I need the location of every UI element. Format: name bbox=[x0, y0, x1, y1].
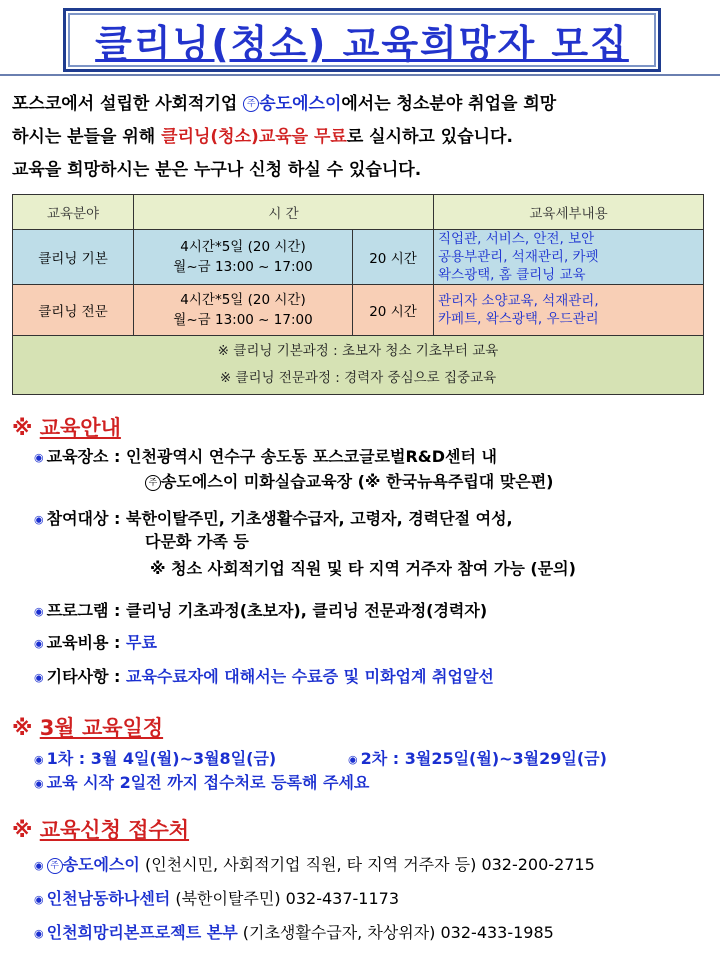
org-name: 인천남동하나센터 bbox=[46, 889, 171, 908]
org-name: 인천희망리본프로젝트 본부 bbox=[46, 923, 238, 942]
detail-line: 공용부관리, 석재관리, 카펫 bbox=[438, 249, 599, 265]
row-detail bbox=[434, 230, 704, 285]
section-heading-text: 교육안내 bbox=[39, 416, 121, 440]
intro-line-2b: 로 실시하고 있습니다. bbox=[346, 127, 513, 147]
page-title: 클리닝(청소) 교육희망자 모집 bbox=[95, 21, 629, 66]
title-banner bbox=[63, 8, 661, 72]
intro-text bbox=[12, 88, 712, 187]
org-detail: (기초생활수급자, 차상위자) 032-433-1985 bbox=[237, 923, 554, 942]
divider bbox=[0, 74, 720, 76]
info-cost bbox=[34, 630, 157, 653]
corporation-mark-icon: 주 bbox=[243, 96, 259, 112]
detail-line: 직업관, 서비스, 안전, 보안 bbox=[438, 231, 595, 247]
company-label: 송도에스이 bbox=[259, 94, 342, 114]
bullet-icon: ◉ bbox=[34, 927, 44, 940]
schedule-round-1 bbox=[34, 746, 276, 769]
header-time: 시 간 bbox=[134, 195, 434, 230]
deadline-text: 교육 시작 2일전 까지 접수처로 등록해 주세요 bbox=[46, 773, 370, 792]
table-note-row bbox=[13, 336, 704, 395]
table-header-row bbox=[13, 195, 704, 230]
bullet-icon: ◉ bbox=[34, 451, 44, 464]
info-other bbox=[34, 664, 494, 687]
info-value: 클리닝 기초과정(초보자), 클리닝 전문과정(경력자) bbox=[125, 601, 488, 620]
bullet-icon: ◉ bbox=[34, 637, 44, 650]
corporation-mark-icon: 주 bbox=[145, 475, 161, 491]
info-value: 교육수료자에 대해서는 수료증 및 미화업계 취업알선 bbox=[125, 667, 494, 686]
bullet-icon: ◉ bbox=[34, 671, 44, 684]
org-detail: (북한이탈주민) 032-437-1173 bbox=[170, 889, 400, 908]
row-detail bbox=[434, 285, 704, 336]
info-label: 교육비용 : bbox=[46, 633, 126, 652]
application-item-reborn bbox=[34, 920, 554, 943]
detail-line: 왁스광택, 홈 클리닝 교육 bbox=[438, 267, 586, 283]
info-label: 교육장소 : bbox=[46, 447, 126, 466]
round-text: 1차 : 3월 4일(월)~3월8일(금) bbox=[46, 749, 277, 768]
note-basic: ※ 클리닝 기본과정 : 초보자 청소 기초부터 교육 bbox=[217, 343, 499, 359]
reference-mark-icon: ※ bbox=[12, 818, 33, 842]
note-advanced: ※ 클리닝 전문과정 : 경력자 중심으로 집중교육 bbox=[219, 370, 497, 386]
application-item-sdse bbox=[34, 852, 595, 875]
free-education-highlight: 클리닝(청소)교육을 무료 bbox=[161, 127, 347, 147]
reference-mark-icon: ※ bbox=[12, 716, 33, 740]
bullet-icon: ◉ bbox=[34, 893, 44, 906]
detail-line: 관리자 소양교육, 석재관리, bbox=[438, 293, 599, 309]
schedule-round-2 bbox=[348, 746, 607, 769]
application-item-namdong bbox=[34, 886, 399, 909]
intro-line-1 bbox=[12, 88, 712, 121]
section-heading-text: 3월 교육일정 bbox=[39, 716, 164, 740]
row-time bbox=[134, 230, 353, 285]
corporation-mark-icon: 주 bbox=[47, 858, 63, 874]
org-detail: (인천시민, 사회적기업 직원, 타 지역 거주자 등) 032-200-2715 bbox=[139, 855, 595, 874]
intro-line-3: 교육을 희망하시는 분은 누구나 신청 하실 수 있습니다. bbox=[12, 160, 422, 180]
intro-line-1b: 에서는 청소분야 취업을 희망 bbox=[341, 94, 557, 114]
info-target bbox=[34, 506, 513, 529]
time-line: 4시간*5일 (20 시간) bbox=[180, 292, 306, 308]
row-hours: 20 시간 bbox=[353, 230, 434, 285]
info-value: 북한이탈주민, 기초생활수급자, 고령자, 경력단절 여성, bbox=[125, 509, 513, 528]
table-row bbox=[13, 230, 704, 285]
schedule-table bbox=[12, 194, 704, 395]
info-location-line2 bbox=[145, 469, 554, 492]
round-text: 2차 : 3월25일(월)~3월29일(금) bbox=[360, 749, 607, 768]
table-row bbox=[13, 285, 704, 336]
info-location bbox=[34, 444, 497, 467]
intro-line-2a: 하시는 분들을 위해 bbox=[12, 127, 162, 147]
info-label: 참여대상 : bbox=[46, 509, 126, 528]
info-label: 프로그램 : bbox=[46, 601, 126, 620]
intro-line-1a: 포스코에서 설립한 사회적기업 bbox=[12, 94, 244, 114]
table-notes bbox=[13, 336, 704, 395]
row-field: 클리닝 전문 bbox=[13, 285, 134, 336]
section-application-heading bbox=[12, 814, 189, 844]
info-value: 송도에스이 미화실습교육장 (※ 한국뉴욕주립대 맞은편) bbox=[161, 472, 554, 491]
time-line: 월~금 13:00 ~ 17:00 bbox=[173, 312, 313, 328]
time-line: 4시간*5일 (20 시간) bbox=[180, 239, 306, 255]
info-target-note: ※ 청소 사회적기업 직원 및 타 지역 거주자 참여 가능 (문의) bbox=[150, 559, 576, 578]
info-target-line2: 다문화 가족 등 bbox=[145, 532, 249, 551]
org-name: 송도에스이 bbox=[62, 855, 140, 874]
row-hours: 20 시간 bbox=[353, 285, 434, 336]
info-label: 기타사항 : bbox=[46, 667, 126, 686]
row-field: 클리닝 기본 bbox=[13, 230, 134, 285]
info-value: 무료 bbox=[125, 633, 157, 652]
bullet-icon: ◉ bbox=[34, 605, 44, 618]
bullet-icon: ◉ bbox=[34, 753, 44, 766]
schedule-deadline bbox=[34, 770, 369, 793]
section-march-schedule-heading bbox=[12, 712, 163, 742]
bullet-icon: ◉ bbox=[34, 777, 44, 790]
reference-mark-icon: ※ bbox=[12, 416, 33, 440]
bullet-icon: ◉ bbox=[34, 513, 44, 526]
bullet-icon: ◉ bbox=[348, 753, 358, 766]
section-education-info-heading bbox=[12, 412, 121, 442]
applicant-org bbox=[47, 855, 140, 874]
info-program bbox=[34, 598, 487, 621]
bullet-icon: ◉ bbox=[34, 859, 44, 872]
header-field: 교육분야 bbox=[13, 195, 134, 230]
row-time bbox=[134, 285, 353, 336]
section-heading-text: 교육신청 접수처 bbox=[39, 818, 190, 842]
info-value: 인천광역시 연수구 송도동 포스코글로벌R&D센터 내 bbox=[125, 447, 497, 466]
company-name bbox=[243, 94, 341, 114]
detail-line: 카페트, 왁스광택, 우드관리 bbox=[438, 311, 599, 327]
time-line: 월~금 13:00 ~ 17:00 bbox=[173, 259, 313, 275]
header-detail: 교육세부내용 bbox=[434, 195, 704, 230]
intro-line-2 bbox=[12, 121, 712, 154]
